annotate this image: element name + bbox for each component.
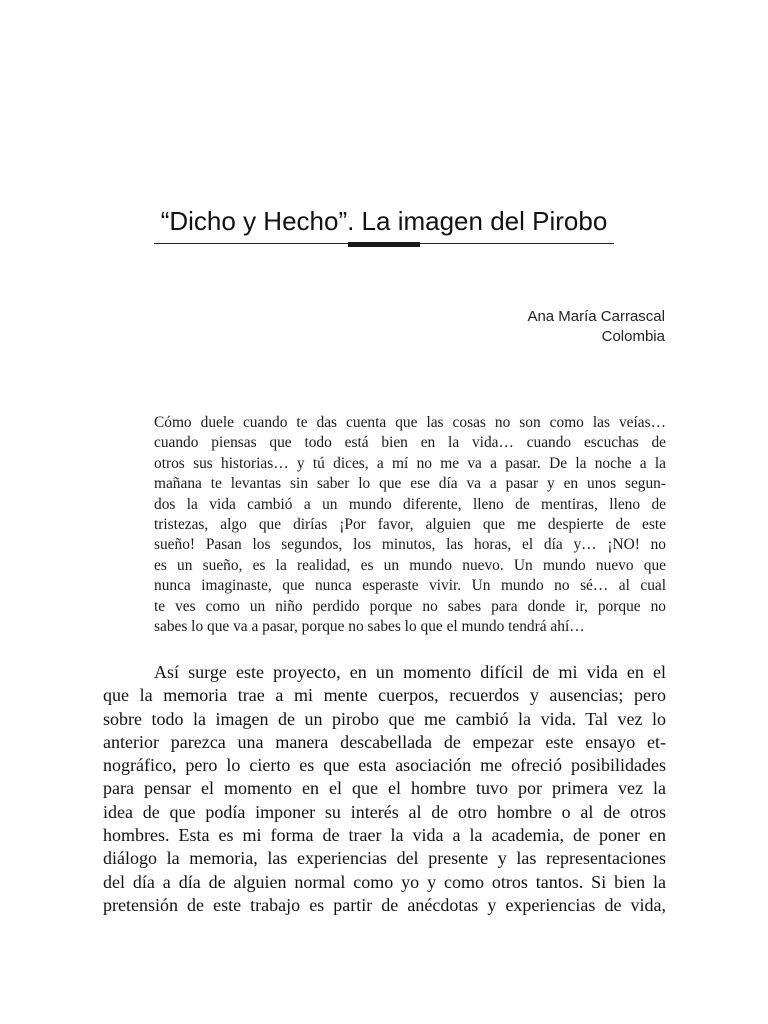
body-line: pretensión de este trabajo es partir de anécdotas y experiencias de vida,	[103, 894, 666, 915]
epigraph-line: nunca imaginaste, que nunca esperaste vivir. Un mundo no sé… al cual	[154, 577, 666, 595]
epigraph-line: te ves como un niño perdido porque no sabes para donde ir, porque no	[154, 597, 666, 615]
epigraph-line: sabes lo que va a pasar, porque no sabes lo que el mundo tendrá ahí…	[154, 617, 585, 635]
body-line: nográfico, pero lo cierto es que esta asociación me ofreció posibilidades	[103, 755, 666, 776]
body-line: para pensar el momento en el que el hombre tuvo por primera vez la	[103, 778, 666, 799]
author-block	[527, 307, 665, 347]
body-line: diálogo la memoria, las experiencias del presente y las representaciones	[103, 848, 666, 869]
body-line: Así surge este proyecto, en un momento difícil de mi vida en el	[154, 662, 666, 682]
epigraph-line: mañana te levantas sin saber lo que ese día va a pasar y en unos segun-	[154, 475, 666, 493]
body-line: sobre todo la imagen de un pirobo que me cambió la vida. Tal vez lo	[103, 708, 666, 729]
epigraph-line: tristezas, algo que dirías ¡Por favor, alguien que me despierte de este	[154, 515, 666, 533]
epigraph-line: dos la vida cambió a un mundo diferente, lleno de mentiras, lleno de	[154, 495, 666, 513]
body-line: idea de que podía imponer su interés al de otro hombre o al de otros	[103, 801, 666, 822]
epigraph-line: sueño! Pasan los segundos, los minutos, las horas, el día y… ¡NO! no	[154, 536, 666, 554]
epigraph-line: es un sueño, es la realidad, es un mundo nuevo. Un mundo nuevo que	[154, 556, 666, 574]
body-paragraph	[103, 661, 666, 917]
epigraph-line: otros sus historias… y tú dices, a mí no me va a pasar. De la noche a la	[154, 454, 666, 472]
epigraph	[154, 413, 666, 637]
article-title: “Dicho y Hecho”. La imagen del Pirobo	[160, 206, 608, 236]
epigraph-line: cuando piensas que todo está bien en la vida… cuando escuchas de	[154, 434, 666, 452]
author-country: Colombia	[601, 328, 665, 345]
epigraph-line: Cómo duele cuando te das cuenta que las cosas no son como las veías…	[154, 414, 666, 431]
author-name: Ana María Carrascal	[527, 308, 665, 325]
body-line: del día a día de alguien normal como yo y como otros tantos. Si bien la	[103, 871, 666, 892]
body-line: hombres. Esta es mi forma de traer la vida a la academia, de poner en	[103, 825, 666, 846]
body-line: que la memoria trae a mi mente cuerpos, recuerdos y ausencias; pero	[103, 685, 666, 706]
body-line: anterior parezca una manera descabellada de empezar este ensayo et-	[103, 731, 666, 752]
title-underline-accent	[348, 242, 420, 247]
